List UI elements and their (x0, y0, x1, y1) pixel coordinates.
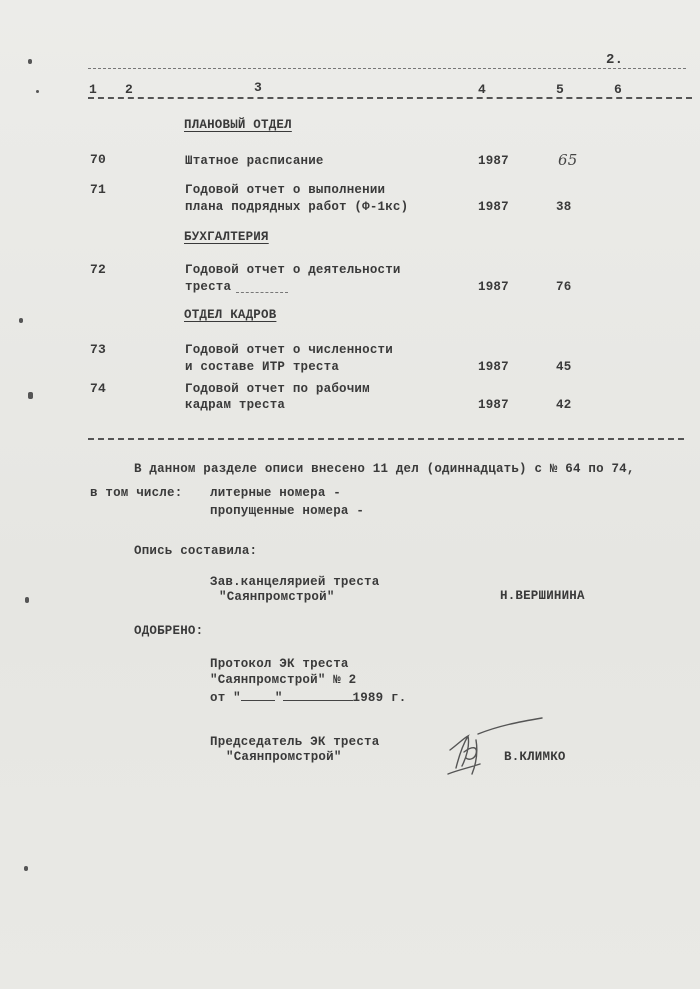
column-number: 4 (478, 82, 487, 97)
scan-speck (25, 597, 29, 603)
protocol-line: Протокол ЭК треста (210, 657, 349, 671)
row-number: 73 (90, 342, 107, 357)
scan-speck (28, 392, 33, 399)
row-title-cont: треста (185, 280, 232, 294)
row-sheets-handwritten: 65 (558, 151, 578, 169)
row-year: 1987 (478, 200, 509, 214)
compiled-label: Опись составила: (134, 544, 258, 558)
column-number: 6 (614, 82, 623, 97)
protocol-organization: "Саянпромстрой" № 2 (210, 673, 357, 687)
row-number: 74 (90, 381, 107, 396)
column-number: 3 (254, 80, 263, 95)
row-year: 1987 (478, 280, 509, 294)
column-number: 2 (125, 82, 134, 97)
row-title: Годовой отчет по рабочим (185, 382, 370, 396)
section-heading: БУХГАЛТЕРИЯ (184, 230, 269, 244)
chairman-name: В.КЛИМКО (504, 750, 566, 764)
scan-speck (28, 59, 32, 64)
row-sheets: 76 (556, 280, 572, 294)
row-title-cont: плана подрядных работ (Ф-1кс) (185, 200, 409, 214)
compiled-organization: "Саянпромстрой" (219, 590, 335, 604)
row-title: Годовой отчет о численности (185, 343, 393, 357)
row-sheets: 38 (556, 200, 572, 214)
chairman-organization: "Саянпромстрой" (226, 750, 342, 764)
protocol-date (210, 691, 406, 705)
compiled-position: Зав.канцелярией треста (210, 575, 380, 589)
row-title: Годовой отчет о выполнении (185, 183, 386, 197)
summary-literal-numbers: литерные номера - (210, 486, 341, 500)
summary-skipped-numbers: пропущенные номера - (210, 504, 365, 518)
column-number: 5 (556, 82, 565, 97)
month-blank (283, 700, 353, 701)
row-title: Годовой отчет о деятельности (185, 263, 401, 277)
section-heading: ПЛАНОВЫЙ ОТДЕЛ (184, 118, 292, 132)
row-sheets: 45 (556, 360, 572, 374)
approved-label: ОДОБРЕНО: (134, 624, 204, 638)
top-divider (88, 68, 686, 69)
row-title: Штатное расписание (185, 154, 324, 168)
row-year: 1987 (478, 154, 509, 168)
row-title-cont: кадрам треста (185, 398, 286, 412)
row-year: 1987 (478, 360, 509, 374)
scan-speck (19, 318, 23, 323)
header-divider (88, 97, 692, 99)
summary-line: В данном разделе описи внесено 11 дел (одиннадцать) с № 64 по 74, (134, 462, 635, 476)
row-sheets: 42 (556, 398, 572, 412)
row-title-underline (236, 292, 288, 293)
row-number: 72 (90, 262, 107, 277)
column-number: 1 (89, 82, 98, 97)
scan-speck (36, 90, 39, 93)
day-blank (241, 700, 275, 701)
compiled-name: Н.ВЕРШИНИНА (500, 589, 585, 603)
row-number: 71 (90, 182, 107, 197)
scan-speck (24, 866, 28, 871)
summary-prefix: в том числе: (90, 486, 183, 500)
row-number: 70 (90, 152, 107, 167)
chairman-position: Председатель ЭК треста (210, 735, 380, 749)
page-number: 2. (606, 52, 624, 68)
date-quote: " (274, 691, 283, 705)
date-year: 1989 г. (352, 691, 407, 705)
section-heading: ОТДЕЛ КАДРОВ (184, 308, 277, 322)
row-title-cont: и составе ИТР треста (185, 360, 340, 374)
date-prefix: от " (210, 691, 241, 705)
row-year: 1987 (478, 398, 509, 412)
table-end-divider (88, 438, 684, 440)
